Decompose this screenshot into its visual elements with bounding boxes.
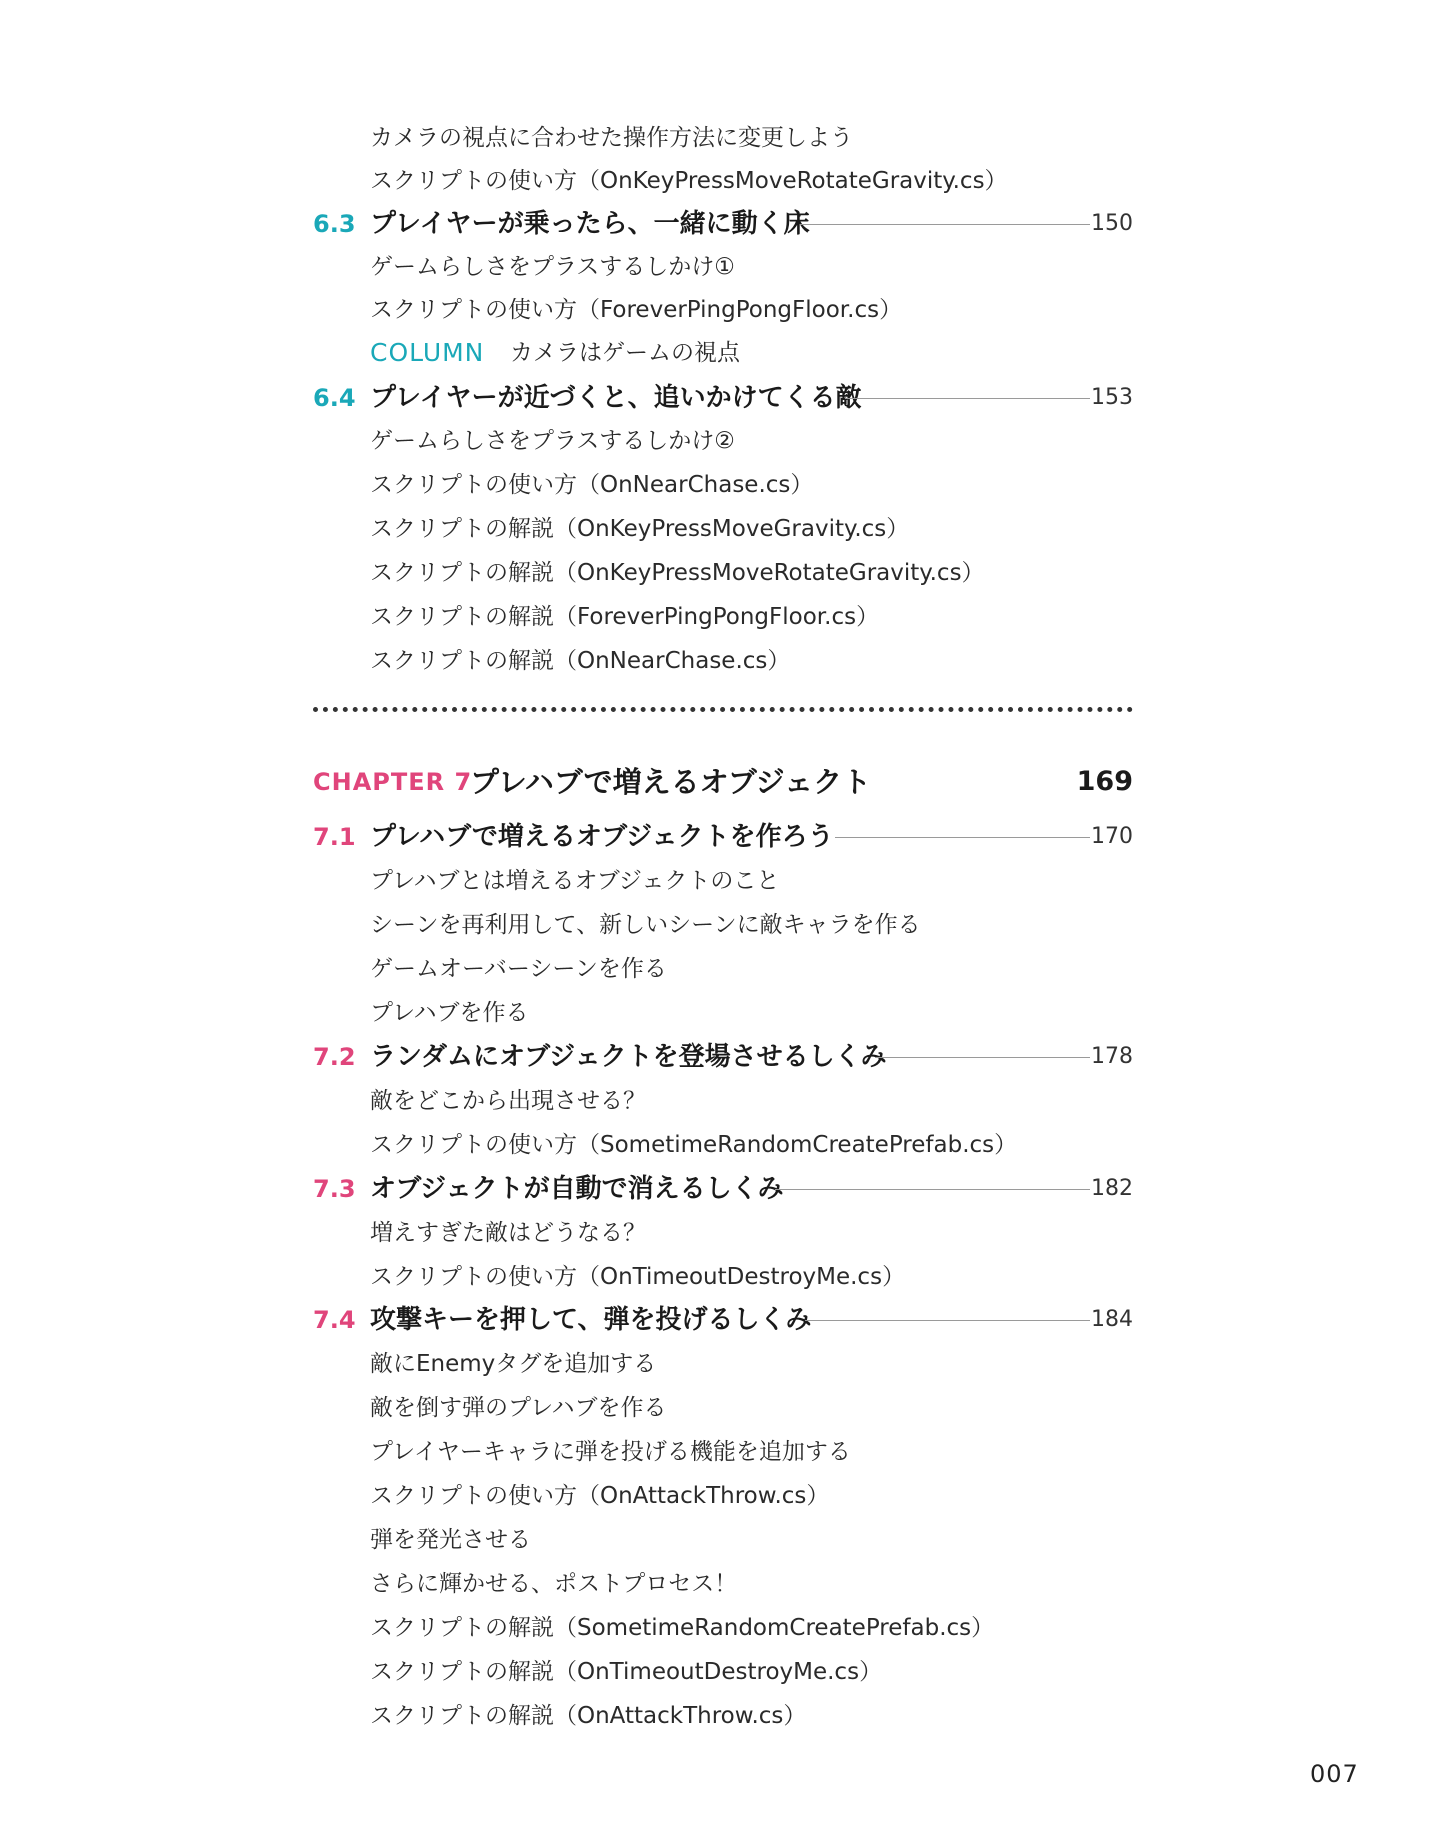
chapter-heading — [0, 758, 1433, 806]
toc-subitem — [0, 1123, 1433, 1167]
toc-subitem-text: スクリプトの使い方（SometimeRandomCreatePrefab.cs） — [370, 1132, 1018, 1158]
toc-subitem-text: スクリプトの使い方（OnKeyPressMoveRotateGravity.cs） — [370, 168, 1008, 194]
toc-subitem-text: シーンを再利用して、新しいシーンに敵キャラを作る — [370, 912, 921, 938]
toc-subitem-text: スクリプトの使い方（OnTimeoutDestroyMe.cs） — [370, 1264, 906, 1290]
page-number: 170 — [1091, 824, 1133, 849]
section-number: 7.2 — [313, 1043, 356, 1071]
toc-subitem — [0, 419, 1433, 463]
page-number: 153 — [1091, 385, 1133, 410]
chapter-divider — [313, 707, 1133, 712]
chapter-page-number: 169 — [1076, 766, 1133, 797]
toc-subitem-text: プレハブとは増えるオブジェクトのこと — [370, 868, 780, 894]
toc-subitem-text: カメラの視点に合わせた操作方法に変更しよう — [370, 125, 853, 151]
toc-subitem-text: 敵にEnemyタグを追加する — [370, 1351, 657, 1377]
toc-subitem — [0, 1255, 1433, 1299]
toc-section-7-1 — [0, 815, 1433, 859]
toc-column — [0, 331, 1433, 375]
page-number: 184 — [1091, 1307, 1133, 1332]
toc-subitem-text: プレイヤーキャラに弾を投げる機能を追加する — [370, 1439, 851, 1465]
toc-subitem-text: 敵をどこから出現させる？ — [370, 1088, 646, 1114]
toc-subitem — [0, 159, 1433, 203]
section-number: 6.4 — [313, 384, 356, 412]
section-title: 攻撃キーを押して、弾を投げるしくみ — [370, 1305, 812, 1335]
toc-subitem — [0, 1562, 1433, 1606]
toc-subitem-text: ゲームらしさをプラスするしかけ① — [370, 254, 735, 280]
toc-subitem — [0, 1079, 1433, 1123]
leader-line — [845, 398, 1090, 399]
toc-subitem — [0, 507, 1433, 551]
section-title: オブジェクトが自動で消えるしくみ — [370, 1174, 784, 1204]
toc-subitem-text: スクリプトの使い方（OnNearChase.cs） — [370, 472, 814, 498]
toc-subitem — [0, 1518, 1433, 1562]
toc-section-6-3 — [0, 202, 1433, 246]
toc-subitem — [0, 551, 1433, 595]
toc-subitem — [0, 1650, 1433, 1694]
toc-subitem-text: ゲームオーバーシーンを作る — [370, 956, 667, 982]
page-number: 182 — [1091, 1176, 1133, 1201]
toc-subitem — [0, 859, 1433, 903]
column-label: COLUMN — [370, 338, 485, 367]
toc-subitem-text: スクリプトの解説（SometimeRandomCreatePrefab.cs） — [370, 1615, 995, 1641]
toc-section-6-4 — [0, 376, 1433, 420]
section-title: プレハブで増えるオブジェクトを作ろう — [370, 822, 834, 852]
toc-subitem — [0, 903, 1433, 947]
toc-subitem-text: 弾を発光させる — [370, 1527, 531, 1553]
section-title: プレイヤーが近づくと、追いかけてくる敵 — [370, 383, 862, 413]
toc-subitem-text: スクリプトの使い方（ForeverPingPongFloor.cs） — [370, 297, 903, 323]
toc-subitem — [0, 947, 1433, 991]
toc-section-7-2 — [0, 1035, 1433, 1079]
section-number: 7.1 — [313, 823, 356, 851]
toc-subitem — [0, 1430, 1433, 1474]
toc-subitem — [0, 288, 1433, 332]
toc-subitem-text: スクリプトの解説（OnAttackThrow.cs） — [370, 1703, 807, 1729]
toc-subitem-text: 増えすぎた敵はどうなる？ — [370, 1220, 646, 1246]
toc-subitem-text: プレハブを作る — [370, 1000, 529, 1026]
toc-subitem — [0, 116, 1433, 160]
toc-subitem-text: スクリプトの解説（OnKeyPressMoveRotateGravity.cs） — [370, 560, 985, 586]
toc-section-7-4 — [0, 1298, 1433, 1342]
toc-subitem-text: さらに輝かせる、ポストプロセス！ — [370, 1571, 738, 1597]
toc-subitem — [0, 639, 1433, 683]
toc-subitem-text: スクリプトの使い方（OnAttackThrow.cs） — [370, 1483, 830, 1509]
chapter-title: プレハブで増えるオブジェクト — [470, 765, 872, 799]
toc-subitem — [0, 1606, 1433, 1650]
chapter-label: CHAPTER 7 — [313, 768, 473, 796]
toc-subitem — [0, 1694, 1433, 1738]
section-title: ランダムにオブジェクトを登場させるしくみ — [370, 1042, 887, 1072]
leader-line — [805, 1320, 1090, 1321]
section-number: 7.3 — [313, 1175, 356, 1203]
leader-line — [775, 1189, 1090, 1190]
column-title: カメラはゲームの視点 — [510, 340, 740, 366]
leader-line — [875, 1057, 1090, 1058]
toc-subitem-text: スクリプトの解説（OnKeyPressMoveGravity.cs） — [370, 516, 910, 542]
section-title: プレイヤーが乗ったら、一緒に動く床 — [370, 209, 810, 239]
toc-subitem — [0, 1386, 1433, 1430]
toc-subitem — [0, 1211, 1433, 1255]
toc-subitem-text: スクリプトの解説（OnTimeoutDestroyMe.cs） — [370, 1659, 883, 1685]
toc-subitem-text: 敵を倒す弾のプレハブを作る — [370, 1395, 667, 1421]
toc-subitem — [0, 245, 1433, 289]
toc-subitem — [0, 1342, 1433, 1386]
leader-line — [835, 837, 1090, 838]
leader-line — [800, 224, 1090, 225]
toc-subitem — [0, 1474, 1433, 1518]
page-folio: 007 — [1310, 1760, 1359, 1788]
page-number: 150 — [1091, 211, 1133, 236]
toc-subitem — [0, 463, 1433, 507]
toc-subitem-text: ゲームらしさをプラスするしかけ② — [370, 428, 735, 454]
toc-section-7-3 — [0, 1167, 1433, 1211]
toc-subitem-text: スクリプトの解説（ForeverPingPongFloor.cs） — [370, 604, 880, 630]
page-number: 178 — [1091, 1044, 1133, 1069]
section-number: 7.4 — [313, 1306, 356, 1334]
toc-subitem-text: スクリプトの解説（OnNearChase.cs） — [370, 648, 791, 674]
toc-subitem — [0, 595, 1433, 639]
section-number: 6.3 — [313, 210, 356, 238]
toc-subitem — [0, 991, 1433, 1035]
